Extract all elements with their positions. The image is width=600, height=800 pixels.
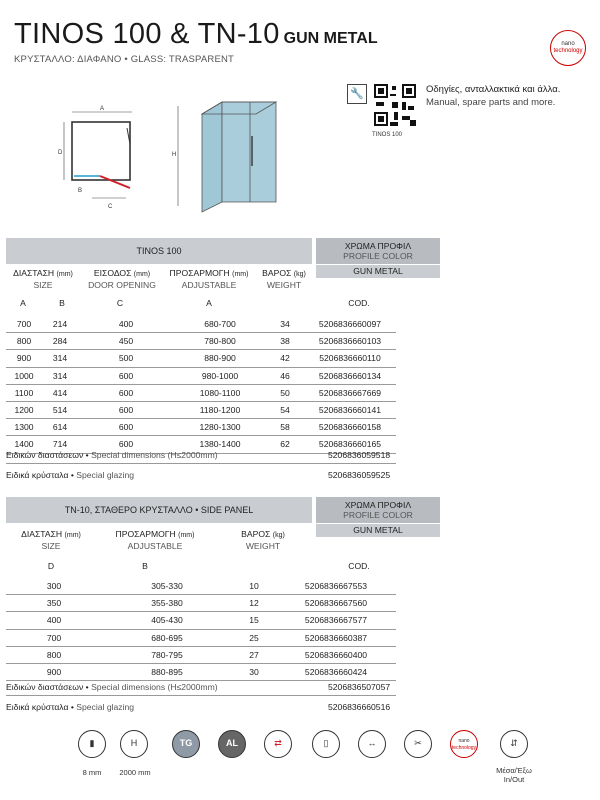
table-cell: 305-330 xyxy=(102,578,232,595)
page-title: TINOS 100 & TN-10 GUN METAL xyxy=(14,18,378,50)
table-cell: 1380-1400 xyxy=(174,436,266,453)
table-row xyxy=(6,401,396,418)
t1-cod-header: COD. xyxy=(348,298,370,308)
table-row xyxy=(6,384,396,401)
t2-col-size: ΔΙΑΣΤΑΣΗ (mm) SIZE xyxy=(21,529,81,551)
table-cell: 514 xyxy=(42,401,78,418)
table-cell: 38 xyxy=(266,333,304,350)
table1-color-value: GUN METAL xyxy=(353,266,403,276)
table-cell: 880-900 xyxy=(174,350,266,367)
table-cell: 30 xyxy=(232,663,276,680)
table-cell: 450 xyxy=(78,333,174,350)
table-cell: 10 xyxy=(232,578,276,595)
table-cell: 680-695 xyxy=(102,629,232,646)
t1-letter-a2: A xyxy=(206,298,212,308)
table-cell: 12 xyxy=(232,595,276,612)
dim-label-d: D xyxy=(58,150,63,156)
table-row xyxy=(6,316,396,333)
table-row xyxy=(6,367,396,384)
table-cell: 614 xyxy=(42,419,78,436)
table-cell: 1100 xyxy=(6,384,42,401)
table1-color-header: ΧΡΩΜΑ ΠΡΟΦΙΛ PROFILE COLOR xyxy=(343,241,413,261)
table-cell: 34 xyxy=(266,316,304,333)
table2-color-value: GUN METAL xyxy=(353,525,403,535)
t1-special-dimensions-code: 5206836059518 xyxy=(328,450,391,460)
easy-clean-icon: ✂ xyxy=(404,730,432,758)
table-cell: 46 xyxy=(266,367,304,384)
dim-label-h: H xyxy=(172,152,177,158)
table-cell: 214 xyxy=(42,316,78,333)
table-cell: 600 xyxy=(78,419,174,436)
table2-color-header: ΧΡΩΜΑ ΠΡΟΦΙΛ PROFILE COLOR xyxy=(343,500,413,520)
table2-title: TN-10, ΣΤΑΘΕΡΟ ΚΡΥΣΤΑΛΛΟ • SIDE PANEL xyxy=(64,505,254,515)
table-cell: 5206836660165 xyxy=(304,436,396,453)
table-row xyxy=(6,663,396,680)
table-cell: 42 xyxy=(266,350,304,367)
glass-spec: ΚΡΥΣΤΑΛΛΟ: ΔΙΑΦΑΝΟ • GLASS: TRASPARENT xyxy=(14,54,235,65)
table1-title: TINOS 100 xyxy=(136,246,182,256)
t2-foot-divider xyxy=(6,695,396,696)
table-cell: 900 xyxy=(6,663,102,680)
t1-letter-b: B xyxy=(59,298,65,308)
table-cell: 1000 xyxy=(6,367,42,384)
t2-letter-d: D xyxy=(47,561,55,571)
table-cell: 900 xyxy=(6,350,42,367)
table-cell: 314 xyxy=(42,350,78,367)
table-cell: 600 xyxy=(78,367,174,384)
qr-code[interactable] xyxy=(372,82,418,128)
table-cell: 50 xyxy=(266,384,304,401)
table-cell: 54 xyxy=(266,401,304,418)
table-cell: 25 xyxy=(232,629,276,646)
table-cell: 15 xyxy=(232,612,276,629)
table-cell: 1200 xyxy=(6,401,42,418)
table-row xyxy=(6,629,396,646)
t2-cod-header: COD. xyxy=(348,561,370,571)
t1-special-dimensions: Ειδικών διαστάσεων • Special dimensions (H≤2000mm) xyxy=(6,450,218,460)
table-cell: 400 xyxy=(6,612,102,629)
dim-label-a: A xyxy=(100,106,105,112)
in-out-label: Μέσα/Έξω In/Out xyxy=(496,766,532,784)
t1-special-glazing: Ειδικά κρύσταλα • Special glazing xyxy=(6,470,135,480)
finish-label: GUN METAL xyxy=(283,30,378,47)
t2-col-weight: ΒΑΡΟΣ (kg) WEIGHT xyxy=(241,529,285,551)
table-cell: 600 xyxy=(78,436,174,453)
nano-technology-icon: nano technology xyxy=(450,730,478,758)
height-icon: H xyxy=(120,730,148,758)
table-cell: 714 xyxy=(42,436,78,453)
table2 xyxy=(6,578,396,681)
table-cell: 5206836660158 xyxy=(304,419,396,436)
aluminium-icon: AL xyxy=(218,730,246,758)
t1-col-adjust: ΠΡΟΣΑΡΜΟΓΗ (mm) ADJUSTABLE xyxy=(169,268,249,290)
table-cell: 5206836660134 xyxy=(304,367,396,384)
t1-special-glazing-code: 5206836059525 xyxy=(328,470,391,480)
table-cell: 880-895 xyxy=(102,663,232,680)
table-row xyxy=(6,612,396,629)
table-cell: 5206836667669 xyxy=(304,384,396,401)
table-cell: 400 xyxy=(78,316,174,333)
tempered-glass-icon: TG xyxy=(172,730,200,758)
t2-special-glazing-code: 5206836660516 xyxy=(328,702,391,712)
table-cell: 600 xyxy=(78,384,174,401)
table-cell: 5206836660424 xyxy=(276,663,396,680)
nano-technology-badge: nano technology xyxy=(550,30,586,66)
table-row xyxy=(6,646,396,663)
sliding-door-icon: ▯ xyxy=(312,730,340,758)
plan-view-diagram xyxy=(52,104,142,216)
perspective-diagram xyxy=(172,96,280,216)
table-cell: 5206836667553 xyxy=(276,578,396,595)
dim-label-c: C xyxy=(108,204,113,210)
glass-thickness-label: 8 mm xyxy=(82,768,102,777)
table-cell: 1400 xyxy=(6,436,42,453)
wrench-icon: 🔧 xyxy=(347,84,367,104)
table-cell: 58 xyxy=(266,419,304,436)
table-cell: 5206836660387 xyxy=(276,629,396,646)
t2-col-adjust: ΠΡΟΣΑΡΜΟΓΗ (mm) ADJUSTABLE xyxy=(115,529,195,551)
manual-text-en: Manual, spare parts and more. xyxy=(426,97,556,108)
table-cell: 980-1000 xyxy=(174,367,266,384)
table-cell: 800 xyxy=(6,646,102,663)
t1-letter-c: C xyxy=(116,298,124,308)
glass-thickness-icon: ▮ xyxy=(78,730,106,758)
table-cell: 780-795 xyxy=(102,646,232,663)
t1-letter-a: A xyxy=(20,298,26,308)
table-cell: 62 xyxy=(266,436,304,453)
table-cell: 5206836660400 xyxy=(276,646,396,663)
t1-col-door: ΕΙΣΟΔΟΣ (mm) DOOR OPENING xyxy=(88,268,156,290)
table-cell: 414 xyxy=(42,384,78,401)
table-cell: 1280-1300 xyxy=(174,419,266,436)
t1-col-size: ΔΙΑΣΤΑΣΗ (mm) SIZE xyxy=(13,268,73,290)
table-row xyxy=(6,419,396,436)
table-cell: 500 xyxy=(78,350,174,367)
table-cell: 5206836660097 xyxy=(304,316,396,333)
table-cell: 5206836660110 xyxy=(304,350,396,367)
table-cell: 780-800 xyxy=(174,333,266,350)
t1-foot-divider xyxy=(6,463,396,464)
table-row xyxy=(6,595,396,612)
table-cell: 600 xyxy=(78,401,174,418)
reversible-icon: ⇄ xyxy=(264,730,292,758)
table-cell: 680-700 xyxy=(174,316,266,333)
t2-letter-b: B xyxy=(142,561,148,571)
table-cell: 5206836667560 xyxy=(276,595,396,612)
in-out-icon: ⇵ xyxy=(500,730,528,758)
table-cell: 1080-1100 xyxy=(174,384,266,401)
table-row xyxy=(6,350,396,367)
adjustable-icon: ↔ xyxy=(358,730,386,758)
table-cell: 1300 xyxy=(6,419,42,436)
t2-special-dimensions-code: 5206836507057 xyxy=(328,682,391,692)
table-cell: 314 xyxy=(42,367,78,384)
table-cell: 405-430 xyxy=(102,612,232,629)
dim-label-b: B xyxy=(78,188,83,194)
t2-special-glazing: Ειδικά κρύσταλα • Special glazing xyxy=(6,702,135,712)
table-cell: 800 xyxy=(6,333,42,350)
table-cell: 5206836660141 xyxy=(304,401,396,418)
table-cell: 27 xyxy=(232,646,276,663)
table-cell: 300 xyxy=(6,578,102,595)
t2-special-dimensions: Ειδικών διαστάσεων • Special dimensions (H≤2000mm) xyxy=(6,682,218,692)
table-cell: 5206836667577 xyxy=(276,612,396,629)
table-cell: 284 xyxy=(42,333,78,350)
table-cell: 1180-1200 xyxy=(174,401,266,418)
table1 xyxy=(6,316,396,454)
manual-text-gr: Οδηγίες, ανταλλακτικά και άλλα. xyxy=(426,84,561,95)
table-cell: 355-380 xyxy=(102,595,232,612)
qr-caption: TINOS 100 xyxy=(372,132,403,138)
table-cell: 700 xyxy=(6,629,102,646)
height-label: 2000 mm xyxy=(119,768,151,777)
table-cell: 350 xyxy=(6,595,102,612)
table-row xyxy=(6,333,396,350)
table-cell: 700 xyxy=(6,316,42,333)
table-row xyxy=(6,578,396,595)
table-cell: 5206836660103 xyxy=(304,333,396,350)
t1-col-weight: ΒΑΡΟΣ (kg) WEIGHT xyxy=(262,268,306,290)
